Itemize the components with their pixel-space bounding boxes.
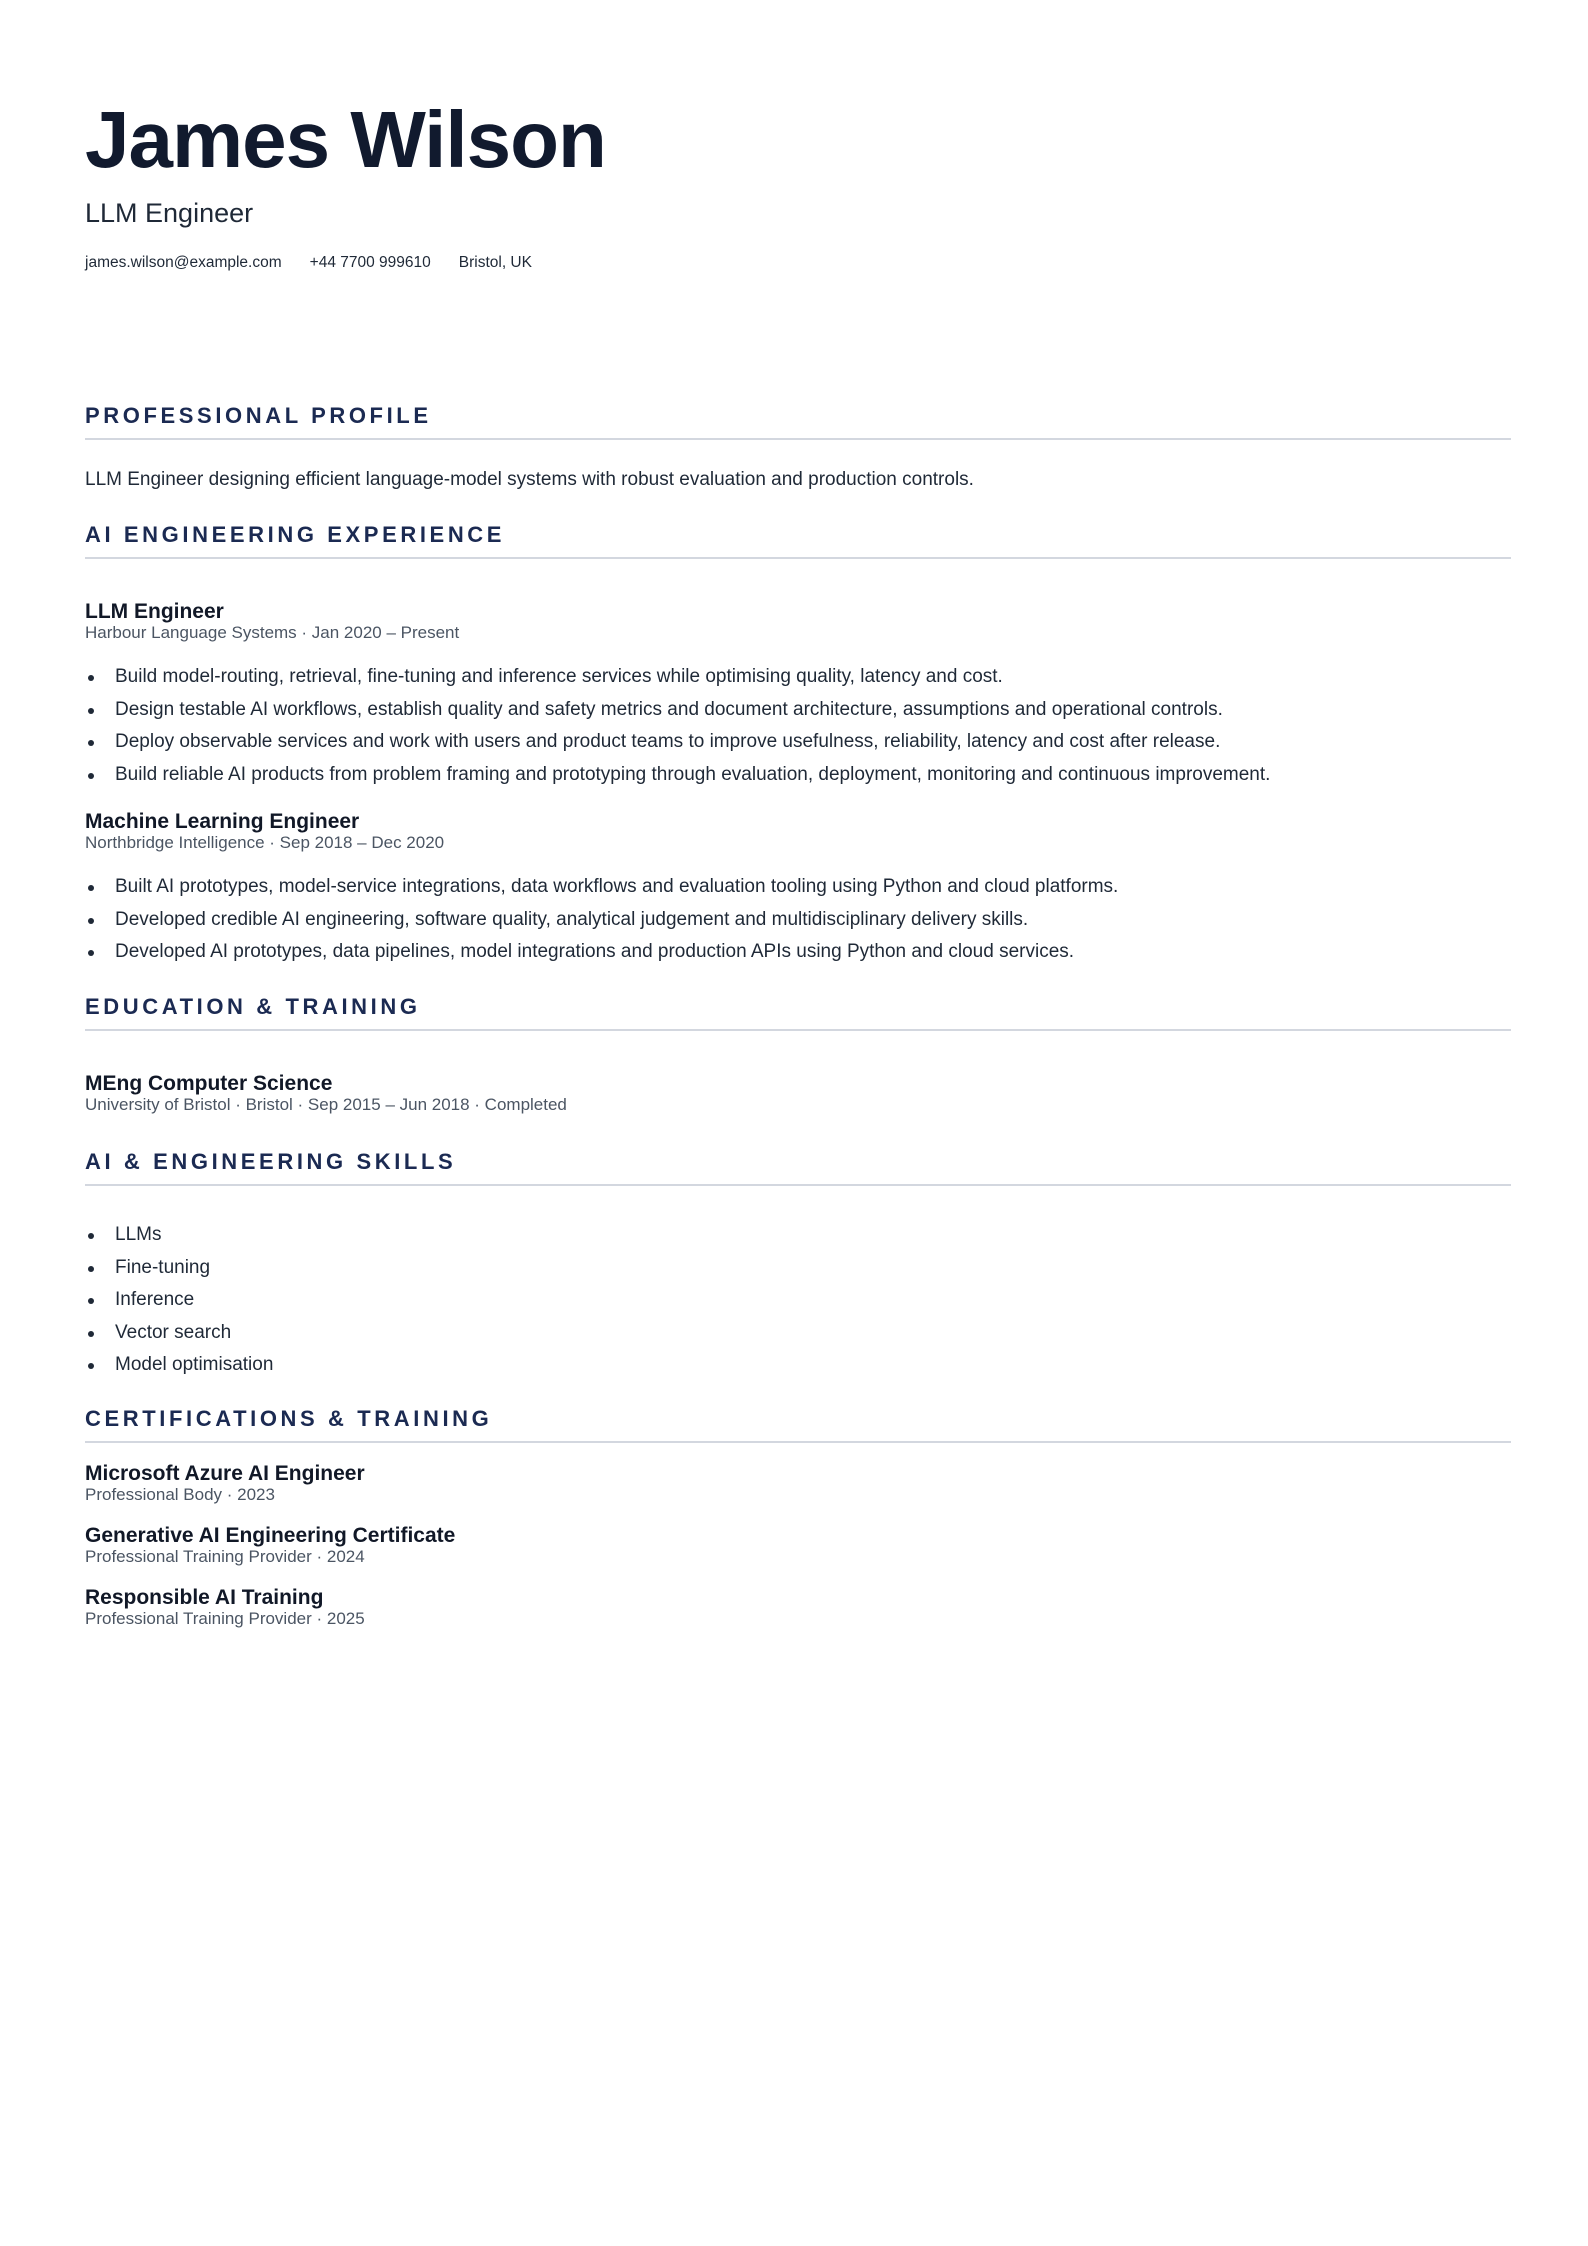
section-divider [85, 438, 1511, 440]
contact-location: Bristol, UK [458, 254, 532, 271]
list-item: Inference [85, 1284, 1511, 1317]
contact-email: james.wilson@example.com [85, 254, 282, 271]
job-meta: Harbour Language Systems · Jan 2020 – Present [85, 623, 460, 642]
list-item: Build model-routing, retrieval, fine-tuning and inference services while optimising quality, latency and cost. [85, 661, 1511, 694]
list-item: Developed AI prototypes, data pipelines, model integrations and production APIs using Python and cloud services. [85, 936, 1511, 969]
certification-title: Microsoft Azure AI Engineer [85, 1462, 365, 1485]
section-divider [85, 1184, 1511, 1186]
certification-meta: Professional Body · 2023 [85, 1485, 275, 1504]
certification-title: Generative AI Engineering Certificate [85, 1524, 456, 1547]
contact-phone: +44 7700 999610 [309, 254, 431, 271]
candidate-name: James Wilson [85, 95, 606, 184]
list-item: Developed credible AI engineering, software quality, analytical judgement and multidisciplinary delivery skills. [85, 904, 1511, 937]
job-bullets [85, 871, 1511, 969]
section-divider [85, 1441, 1511, 1443]
section-title-certifications: CERTIFICATIONS & TRAINING [85, 1406, 493, 1431]
list-item: Built AI prototypes, model-service integrations, data workflows and evaluation tooling using Python and cloud platforms. [85, 871, 1511, 904]
section-divider [85, 1029, 1511, 1031]
education-title: MEng Computer Science [85, 1072, 333, 1095]
certification-meta: Professional Training Provider · 2025 [85, 1609, 365, 1628]
list-item: LLMs [85, 1219, 1511, 1252]
job-title: Machine Learning Engineer [85, 810, 360, 833]
section-title-education: EDUCATION & TRAINING [85, 994, 421, 1019]
section-title-skills: AI & ENGINEERING SKILLS [85, 1149, 457, 1174]
skills-list [85, 1219, 1511, 1382]
list-item: Build reliable AI products from problem framing and prototyping through evaluation, deployment, monitoring and continuous improvement. [85, 759, 1511, 792]
list-item: Vector search [85, 1317, 1511, 1350]
list-item: Model optimisation [85, 1349, 1511, 1382]
education-meta: University of Bristol · Bristol · Sep 2015 – Jun 2018 · Completed [85, 1095, 567, 1114]
job-meta: Northbridge Intelligence · Sep 2018 – Dec 2020 [85, 833, 445, 852]
profile-text: LLM Engineer designing efficient language-model systems with robust evaluation and production controls. [85, 469, 974, 490]
certification-title: Responsible AI Training [85, 1586, 324, 1609]
section-divider [85, 557, 1511, 559]
list-item: Fine-tuning [85, 1252, 1511, 1285]
list-item: Design testable AI workflows, establish quality and safety metrics and document architecture, assumptions and operational controls. [85, 694, 1511, 727]
job-bullets [85, 661, 1511, 791]
section-title-experience: AI ENGINEERING EXPERIENCE [85, 522, 506, 547]
candidate-role: LLM Engineer [85, 198, 254, 228]
contact-line [85, 252, 532, 274]
certification-meta: Professional Training Provider · 2024 [85, 1547, 365, 1566]
list-item: Deploy observable services and work with users and product teams to improve usefulness, reliability, latency and cost after release. [85, 726, 1511, 759]
job-title: LLM Engineer [85, 600, 224, 623]
section-title-profile: PROFESSIONAL PROFILE [85, 403, 432, 428]
